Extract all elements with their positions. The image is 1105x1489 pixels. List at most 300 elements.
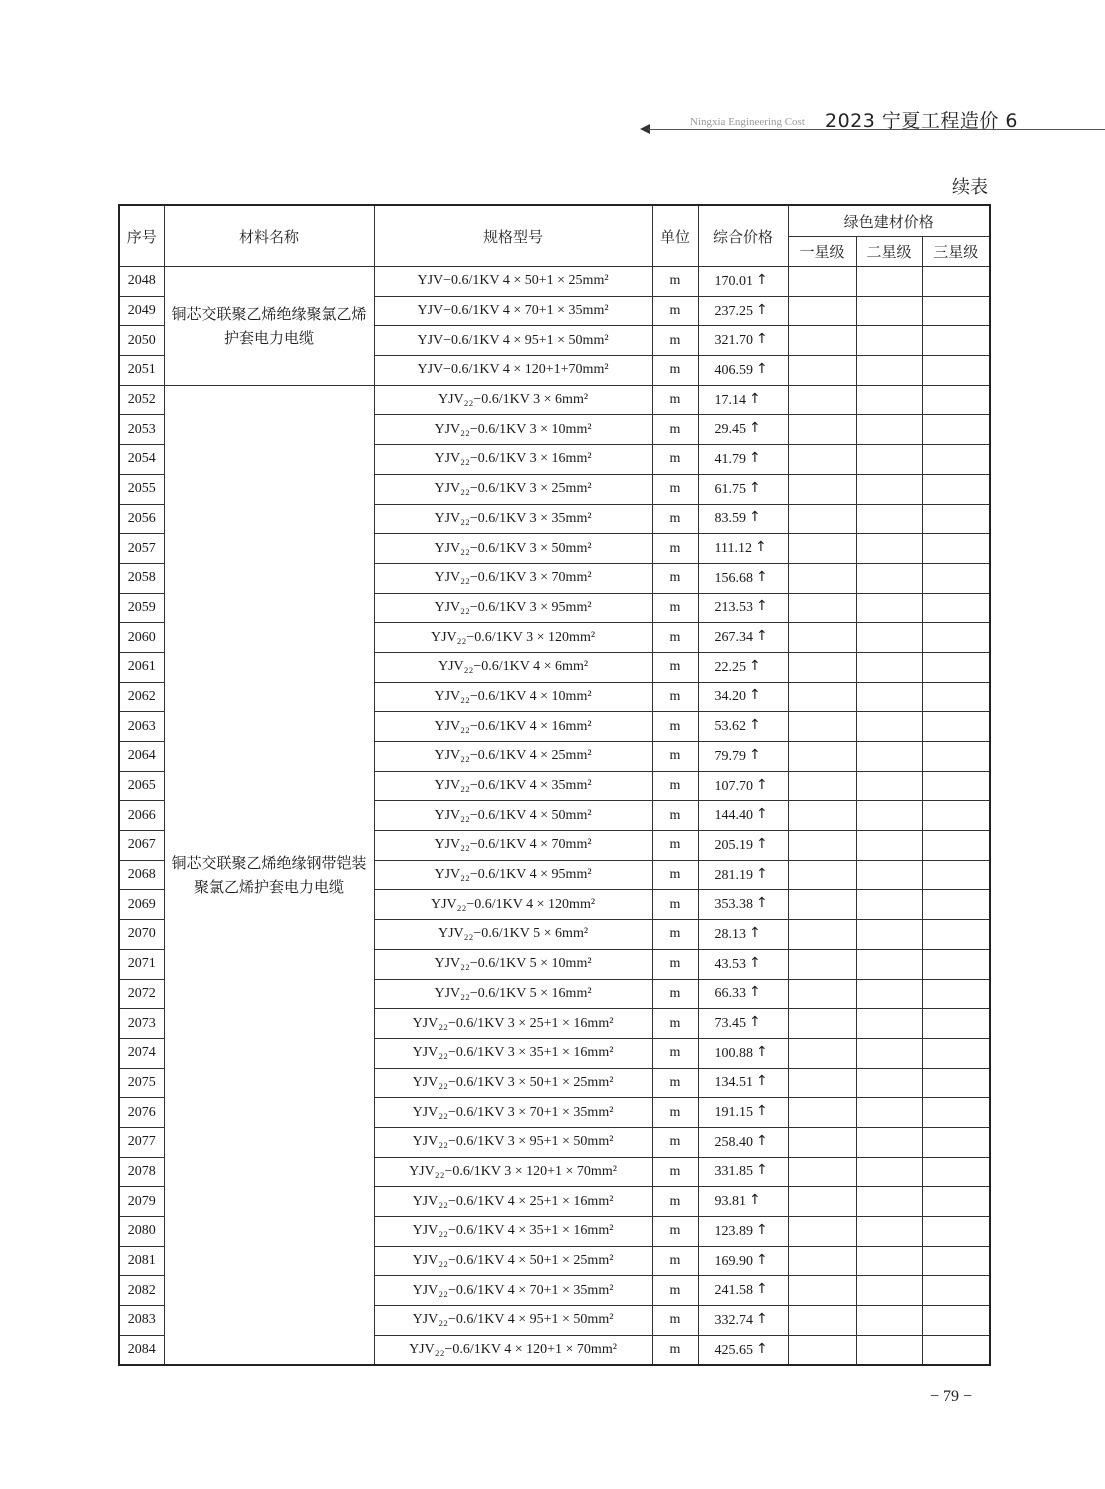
row-price: 241.58 bbox=[714, 1283, 753, 1299]
up-arrow-icon: ↑ bbox=[756, 628, 768, 645]
row-price: 237.25 bbox=[714, 303, 753, 319]
row-spec: YJV₂₂−0.6/1KV 3 × 25mm² bbox=[374, 474, 652, 504]
row-seq: 2049 bbox=[119, 296, 164, 326]
row-green-star-1 bbox=[788, 1335, 856, 1365]
row-green-star-3 bbox=[922, 652, 990, 682]
row-price: 205.19 bbox=[714, 837, 753, 853]
row-green-star-1 bbox=[788, 326, 856, 356]
row-price-cell bbox=[698, 979, 788, 1009]
row-seq: 2066 bbox=[119, 801, 164, 831]
row-price: 281.19 bbox=[714, 867, 753, 883]
row-price-cell bbox=[698, 296, 788, 326]
row-spec: YJV₂₂−0.6/1KV 4 × 120+1 × 70mm² bbox=[374, 1335, 652, 1365]
row-spec: YJV₂₂−0.6/1KV 3 × 70mm² bbox=[374, 563, 652, 593]
row-green-star-1 bbox=[788, 1276, 856, 1306]
row-spec: YJV₂₂−0.6/1KV 4 × 25+1 × 16mm² bbox=[374, 1187, 652, 1217]
row-price: 93.81 bbox=[714, 1194, 746, 1210]
row-unit: m bbox=[652, 801, 698, 831]
row-unit: m bbox=[652, 1068, 698, 1098]
row-seq: 2069 bbox=[119, 890, 164, 920]
row-unit: m bbox=[652, 1306, 698, 1336]
row-seq: 2056 bbox=[119, 504, 164, 534]
row-seq: 2083 bbox=[119, 1306, 164, 1336]
row-spec: YJV₂₂−0.6/1KV 3 × 95+1 × 50mm² bbox=[374, 1127, 652, 1157]
row-unit: m bbox=[652, 267, 698, 297]
row-unit: m bbox=[652, 1127, 698, 1157]
row-green-star-1 bbox=[788, 1157, 856, 1187]
row-green-star-1 bbox=[788, 1306, 856, 1336]
row-price: 406.59 bbox=[714, 362, 753, 378]
row-green-star-3 bbox=[922, 1306, 990, 1336]
row-seq: 2078 bbox=[119, 1157, 164, 1187]
row-unit: m bbox=[652, 1009, 698, 1039]
row-price-cell bbox=[698, 801, 788, 831]
up-arrow-icon: ↑ bbox=[756, 331, 768, 348]
row-green-star-3 bbox=[922, 831, 990, 861]
row-green-star-1 bbox=[788, 682, 856, 712]
row-price: 169.90 bbox=[714, 1253, 753, 1269]
row-green-star-2 bbox=[856, 742, 922, 772]
up-arrow-icon: ↑ bbox=[749, 954, 761, 971]
up-arrow-icon: ↑ bbox=[756, 1103, 768, 1120]
row-green-star-1 bbox=[788, 1009, 856, 1039]
up-arrow-icon: ↑ bbox=[756, 360, 768, 377]
row-price: 111.12 bbox=[714, 541, 752, 557]
row-green-star-3 bbox=[922, 267, 990, 297]
row-spec: YJV₂₂−0.6/1KV 5 × 10mm² bbox=[374, 949, 652, 979]
continued-label: 续表 bbox=[952, 177, 988, 198]
row-seq: 2074 bbox=[119, 1038, 164, 1068]
row-price-cell bbox=[698, 949, 788, 979]
up-arrow-icon: ↑ bbox=[749, 420, 761, 437]
row-green-star-3 bbox=[922, 1127, 990, 1157]
row-green-star-3 bbox=[922, 534, 990, 564]
up-arrow-icon: ↑ bbox=[756, 301, 768, 318]
row-seq: 2055 bbox=[119, 474, 164, 504]
row-price: 258.40 bbox=[714, 1134, 753, 1150]
row-unit: m bbox=[652, 652, 698, 682]
row-spec: YJV₂₂−0.6/1KV 4 × 70mm² bbox=[374, 831, 652, 861]
row-seq: 2061 bbox=[119, 652, 164, 682]
row-unit: m bbox=[652, 356, 698, 386]
row-spec: YJV₂₂−0.6/1KV 3 × 70+1 × 35mm² bbox=[374, 1098, 652, 1128]
row-green-star-1 bbox=[788, 1038, 856, 1068]
row-seq: 2062 bbox=[119, 682, 164, 712]
row-price: 123.89 bbox=[714, 1223, 753, 1239]
row-seq: 2081 bbox=[119, 1246, 164, 1276]
up-arrow-icon: ↑ bbox=[754, 539, 767, 556]
row-green-star-2 bbox=[856, 860, 922, 890]
row-spec: YJV−0.6/1KV 4 × 95+1 × 50mm² bbox=[374, 326, 652, 356]
row-unit: m bbox=[652, 1187, 698, 1217]
up-arrow-icon: ↑ bbox=[756, 1043, 768, 1060]
row-price: 41.79 bbox=[714, 451, 746, 467]
row-spec: YJV₂₂−0.6/1KV 5 × 16mm² bbox=[374, 979, 652, 1009]
row-green-star-3 bbox=[922, 1009, 990, 1039]
row-green-star-3 bbox=[922, 1246, 990, 1276]
table-body bbox=[119, 267, 990, 1366]
row-green-star-1 bbox=[788, 1068, 856, 1098]
up-arrow-icon: ↑ bbox=[756, 776, 768, 793]
row-green-star-3 bbox=[922, 979, 990, 1009]
row-seq: 2075 bbox=[119, 1068, 164, 1098]
up-arrow-icon: ↑ bbox=[749, 1014, 761, 1031]
row-spec: YJV₂₂−0.6/1KV 3 × 120+1 × 70mm² bbox=[374, 1157, 652, 1187]
row-green-star-2 bbox=[856, 267, 922, 297]
row-green-star-1 bbox=[788, 831, 856, 861]
row-green-star-3 bbox=[922, 682, 990, 712]
up-arrow-icon: ↑ bbox=[749, 717, 761, 734]
row-unit: m bbox=[652, 1276, 698, 1306]
row-green-star-2 bbox=[856, 504, 922, 534]
row-spec: YJV−0.6/1KV 4 × 70+1 × 35mm² bbox=[374, 296, 652, 326]
row-green-star-1 bbox=[788, 385, 856, 415]
row-unit: m bbox=[652, 979, 698, 1009]
row-price-cell bbox=[698, 1127, 788, 1157]
row-seq: 2048 bbox=[119, 267, 164, 297]
row-spec: YJV−0.6/1KV 4 × 50+1 × 25mm² bbox=[374, 267, 652, 297]
row-seq: 2070 bbox=[119, 920, 164, 950]
row-price: 156.68 bbox=[714, 570, 753, 586]
row-price: 28.13 bbox=[714, 926, 746, 942]
row-price-cell bbox=[698, 1038, 788, 1068]
row-spec: YJV₂₂−0.6/1KV 4 × 95+1 × 50mm² bbox=[374, 1306, 652, 1336]
row-price-cell bbox=[698, 920, 788, 950]
row-unit: m bbox=[652, 445, 698, 475]
row-green-star-1 bbox=[788, 1098, 856, 1128]
row-seq: 2077 bbox=[119, 1127, 164, 1157]
row-spec: YJV−0.6/1KV 4 × 120+1+70mm² bbox=[374, 356, 652, 386]
row-unit: m bbox=[652, 326, 698, 356]
row-green-star-3 bbox=[922, 1038, 990, 1068]
row-unit: m bbox=[652, 296, 698, 326]
row-green-star-1 bbox=[788, 445, 856, 475]
row-green-star-2 bbox=[856, 1306, 922, 1336]
row-price-cell bbox=[698, 563, 788, 593]
row-seq: 2082 bbox=[119, 1276, 164, 1306]
row-green-star-3 bbox=[922, 623, 990, 653]
row-green-star-2 bbox=[856, 652, 922, 682]
row-seq: 2076 bbox=[119, 1098, 164, 1128]
row-spec: YJV₂₂−0.6/1KV 3 × 35+1 × 16mm² bbox=[374, 1038, 652, 1068]
row-green-star-3 bbox=[922, 771, 990, 801]
row-unit: m bbox=[652, 890, 698, 920]
row-price-cell bbox=[698, 534, 788, 564]
row-price: 191.15 bbox=[714, 1105, 753, 1121]
row-unit: m bbox=[652, 623, 698, 653]
row-spec: YJV₂₂−0.6/1KV 4 × 70+1 × 35mm² bbox=[374, 1276, 652, 1306]
up-arrow-icon: ↑ bbox=[749, 449, 761, 466]
row-green-star-2 bbox=[856, 326, 922, 356]
row-price-cell bbox=[698, 385, 788, 415]
row-unit: m bbox=[652, 474, 698, 504]
row-green-star-3 bbox=[922, 1217, 990, 1247]
material-name: 铜芯交联聚乙烯绝缘聚氯乙烯护套电力电缆 bbox=[164, 267, 374, 386]
row-spec: YJV₂₂−0.6/1KV 3 × 6mm² bbox=[374, 385, 652, 415]
row-green-star-3 bbox=[922, 415, 990, 445]
row-seq: 2084 bbox=[119, 1335, 164, 1365]
row-green-star-3 bbox=[922, 563, 990, 593]
row-price-cell bbox=[698, 326, 788, 356]
row-price-cell bbox=[698, 1276, 788, 1306]
row-unit: m bbox=[652, 1217, 698, 1247]
row-seq: 2054 bbox=[119, 445, 164, 475]
row-unit: m bbox=[652, 1335, 698, 1365]
row-seq: 2050 bbox=[119, 326, 164, 356]
row-spec: YJV₂₂−0.6/1KV 4 × 25mm² bbox=[374, 742, 652, 772]
row-seq: 2067 bbox=[119, 831, 164, 861]
row-price-cell bbox=[698, 593, 788, 623]
row-green-star-1 bbox=[788, 742, 856, 772]
row-green-star-1 bbox=[788, 593, 856, 623]
row-price-cell bbox=[698, 1009, 788, 1039]
row-green-star-2 bbox=[856, 1038, 922, 1068]
header-star-1: 一星级 bbox=[788, 237, 856, 267]
row-price-cell bbox=[698, 445, 788, 475]
row-green-star-2 bbox=[856, 593, 922, 623]
header-price: 综合价格 bbox=[698, 205, 788, 267]
row-price-cell bbox=[698, 742, 788, 772]
up-arrow-icon: ↑ bbox=[749, 1192, 761, 1209]
row-green-star-1 bbox=[788, 356, 856, 386]
row-price: 331.85 bbox=[714, 1164, 753, 1180]
row-price-cell bbox=[698, 267, 788, 297]
up-arrow-icon: ↑ bbox=[749, 390, 761, 407]
row-green-star-3 bbox=[922, 326, 990, 356]
row-seq: 2058 bbox=[119, 563, 164, 593]
row-price-cell bbox=[698, 831, 788, 861]
row-spec: YJV₂₂−0.6/1KV 4 × 16mm² bbox=[374, 712, 652, 742]
row-green-star-1 bbox=[788, 652, 856, 682]
header-green-price: 绿色建材价格 bbox=[788, 205, 990, 237]
up-arrow-icon: ↑ bbox=[756, 835, 768, 852]
row-spec: YJV₂₂−0.6/1KV 5 × 6mm² bbox=[374, 920, 652, 950]
row-seq: 2079 bbox=[119, 1187, 164, 1217]
row-green-star-2 bbox=[856, 534, 922, 564]
row-green-star-1 bbox=[788, 563, 856, 593]
row-price: 17.14 bbox=[714, 392, 746, 408]
row-spec: YJV₂₂−0.6/1KV 3 × 50+1 × 25mm² bbox=[374, 1068, 652, 1098]
journal-name-cn: 2023 宁夏工程造价 6 bbox=[825, 110, 1019, 132]
row-green-star-2 bbox=[856, 1098, 922, 1128]
row-unit: m bbox=[652, 385, 698, 415]
row-seq: 2071 bbox=[119, 949, 164, 979]
row-green-star-3 bbox=[922, 445, 990, 475]
row-unit: m bbox=[652, 949, 698, 979]
row-price: 170.01 bbox=[714, 273, 753, 289]
row-green-star-2 bbox=[856, 712, 922, 742]
row-seq: 2053 bbox=[119, 415, 164, 445]
row-unit: m bbox=[652, 712, 698, 742]
row-unit: m bbox=[652, 742, 698, 772]
up-arrow-icon: ↑ bbox=[756, 1340, 768, 1357]
row-price-cell bbox=[698, 356, 788, 386]
up-arrow-icon: ↑ bbox=[756, 806, 768, 823]
up-arrow-icon: ↑ bbox=[756, 568, 768, 585]
page-number: − 79 − bbox=[930, 1388, 973, 1405]
row-green-star-2 bbox=[856, 385, 922, 415]
row-green-star-2 bbox=[856, 890, 922, 920]
row-seq: 2052 bbox=[119, 385, 164, 415]
row-green-star-3 bbox=[922, 385, 990, 415]
row-seq: 2080 bbox=[119, 1217, 164, 1247]
row-green-star-3 bbox=[922, 1098, 990, 1128]
journal-name-en: Ningxia Engineering Cost bbox=[690, 116, 805, 128]
running-header bbox=[640, 104, 1105, 134]
up-arrow-icon: ↑ bbox=[749, 479, 761, 496]
header-star-2: 二星级 bbox=[856, 237, 922, 267]
row-price-cell bbox=[698, 1068, 788, 1098]
row-price: 213.53 bbox=[714, 600, 753, 616]
row-price-cell bbox=[698, 415, 788, 445]
row-green-star-2 bbox=[856, 563, 922, 593]
row-spec: YJV₂₂−0.6/1KV 3 × 25+1 × 16mm² bbox=[374, 1009, 652, 1039]
row-green-star-2 bbox=[856, 623, 922, 653]
row-green-star-3 bbox=[922, 1276, 990, 1306]
row-green-star-2 bbox=[856, 979, 922, 1009]
row-price: 53.62 bbox=[714, 719, 746, 735]
row-price: 66.33 bbox=[714, 986, 746, 1002]
row-price-cell bbox=[698, 712, 788, 742]
row-price: 22.25 bbox=[714, 659, 746, 675]
row-price: 79.79 bbox=[714, 748, 746, 764]
row-price: 134.51 bbox=[714, 1075, 753, 1091]
row-spec: YJV₂₂−0.6/1KV 4 × 120mm² bbox=[374, 890, 652, 920]
row-price: 321.70 bbox=[714, 333, 753, 349]
row-green-star-1 bbox=[788, 623, 856, 653]
row-price: 43.53 bbox=[714, 956, 746, 972]
row-green-star-3 bbox=[922, 712, 990, 742]
row-spec: YJV₂₂−0.6/1KV 3 × 16mm² bbox=[374, 445, 652, 475]
row-price: 29.45 bbox=[714, 422, 746, 438]
row-green-star-2 bbox=[856, 831, 922, 861]
row-green-star-1 bbox=[788, 860, 856, 890]
row-seq: 2057 bbox=[119, 534, 164, 564]
row-price-cell bbox=[698, 1217, 788, 1247]
row-green-star-2 bbox=[856, 949, 922, 979]
up-arrow-icon: ↑ bbox=[749, 746, 761, 763]
up-arrow-icon: ↑ bbox=[756, 1073, 768, 1090]
row-unit: m bbox=[652, 1157, 698, 1187]
row-green-star-3 bbox=[922, 1335, 990, 1365]
row-green-star-1 bbox=[788, 1127, 856, 1157]
header-unit: 单位 bbox=[652, 205, 698, 267]
up-arrow-icon: ↑ bbox=[749, 924, 761, 941]
row-price: 34.20 bbox=[714, 689, 746, 705]
row-green-star-1 bbox=[788, 534, 856, 564]
row-price: 61.75 bbox=[714, 481, 746, 497]
row-unit: m bbox=[652, 860, 698, 890]
row-green-star-1 bbox=[788, 474, 856, 504]
row-green-star-3 bbox=[922, 356, 990, 386]
row-price-cell bbox=[698, 890, 788, 920]
row-price: 267.34 bbox=[714, 630, 753, 646]
row-green-star-3 bbox=[922, 742, 990, 772]
row-green-star-2 bbox=[856, 1009, 922, 1039]
row-green-star-2 bbox=[856, 356, 922, 386]
material-name: 铜芯交联聚乙烯绝缘钢带铠装聚氯乙烯护套电力电缆 bbox=[164, 385, 374, 1365]
row-seq: 2064 bbox=[119, 742, 164, 772]
row-price-cell bbox=[698, 682, 788, 712]
header-spec: 规格型号 bbox=[374, 205, 652, 267]
row-seq: 2059 bbox=[119, 593, 164, 623]
row-seq: 2063 bbox=[119, 712, 164, 742]
row-green-star-3 bbox=[922, 801, 990, 831]
row-green-star-3 bbox=[922, 949, 990, 979]
row-spec: YJV₂₂−0.6/1KV 4 × 6mm² bbox=[374, 652, 652, 682]
row-green-star-2 bbox=[856, 1335, 922, 1365]
row-unit: m bbox=[652, 1246, 698, 1276]
row-green-star-1 bbox=[788, 949, 856, 979]
row-green-star-2 bbox=[856, 1246, 922, 1276]
row-price-cell bbox=[698, 860, 788, 890]
row-seq: 2073 bbox=[119, 1009, 164, 1039]
row-price-cell bbox=[698, 623, 788, 653]
up-arrow-icon: ↑ bbox=[756, 1221, 768, 1238]
row-green-star-2 bbox=[856, 1187, 922, 1217]
row-price-cell bbox=[698, 1157, 788, 1187]
material-price-table bbox=[118, 204, 991, 1366]
row-green-star-1 bbox=[788, 1246, 856, 1276]
up-arrow-icon: ↑ bbox=[749, 657, 761, 674]
row-price: 100.88 bbox=[714, 1045, 753, 1061]
row-green-star-2 bbox=[856, 920, 922, 950]
row-green-star-2 bbox=[856, 771, 922, 801]
row-green-star-1 bbox=[788, 267, 856, 297]
row-seq: 2065 bbox=[119, 771, 164, 801]
row-unit: m bbox=[652, 682, 698, 712]
row-price: 332.74 bbox=[714, 1312, 753, 1328]
row-price: 353.38 bbox=[714, 897, 753, 913]
row-spec: YJV₂₂−0.6/1KV 4 × 35mm² bbox=[374, 771, 652, 801]
up-arrow-icon: ↑ bbox=[749, 984, 761, 1001]
row-spec: YJV₂₂−0.6/1KV 3 × 120mm² bbox=[374, 623, 652, 653]
row-price: 73.45 bbox=[714, 1016, 746, 1032]
row-spec: YJV₂₂−0.6/1KV 4 × 50mm² bbox=[374, 801, 652, 831]
row-green-star-3 bbox=[922, 1068, 990, 1098]
up-arrow-icon: ↑ bbox=[756, 865, 768, 882]
row-green-star-1 bbox=[788, 801, 856, 831]
row-unit: m bbox=[652, 831, 698, 861]
row-seq: 2072 bbox=[119, 979, 164, 1009]
up-arrow-icon: ↑ bbox=[756, 271, 768, 288]
row-green-star-1 bbox=[788, 890, 856, 920]
table-row bbox=[119, 385, 990, 415]
header-seq: 序号 bbox=[119, 205, 164, 267]
row-price: 107.70 bbox=[714, 778, 753, 794]
row-green-star-3 bbox=[922, 1187, 990, 1217]
row-green-star-2 bbox=[856, 1157, 922, 1187]
up-arrow-icon: ↑ bbox=[756, 1310, 768, 1327]
up-arrow-icon: ↑ bbox=[749, 687, 761, 704]
row-spec: YJV₂₂−0.6/1KV 4 × 95mm² bbox=[374, 860, 652, 890]
row-unit: m bbox=[652, 920, 698, 950]
row-unit: m bbox=[652, 563, 698, 593]
row-green-star-1 bbox=[788, 1217, 856, 1247]
row-green-star-3 bbox=[922, 296, 990, 326]
row-seq: 2060 bbox=[119, 623, 164, 653]
row-spec: YJV₂₂−0.6/1KV 3 × 95mm² bbox=[374, 593, 652, 623]
row-green-star-2 bbox=[856, 1068, 922, 1098]
row-unit: m bbox=[652, 771, 698, 801]
row-price-cell bbox=[698, 1306, 788, 1336]
header-star-3: 三星级 bbox=[922, 237, 990, 267]
row-green-star-3 bbox=[922, 920, 990, 950]
row-spec: YJV₂₂−0.6/1KV 4 × 50+1 × 25mm² bbox=[374, 1246, 652, 1276]
up-arrow-icon: ↑ bbox=[756, 1132, 768, 1149]
row-green-star-1 bbox=[788, 979, 856, 1009]
row-green-star-1 bbox=[788, 920, 856, 950]
